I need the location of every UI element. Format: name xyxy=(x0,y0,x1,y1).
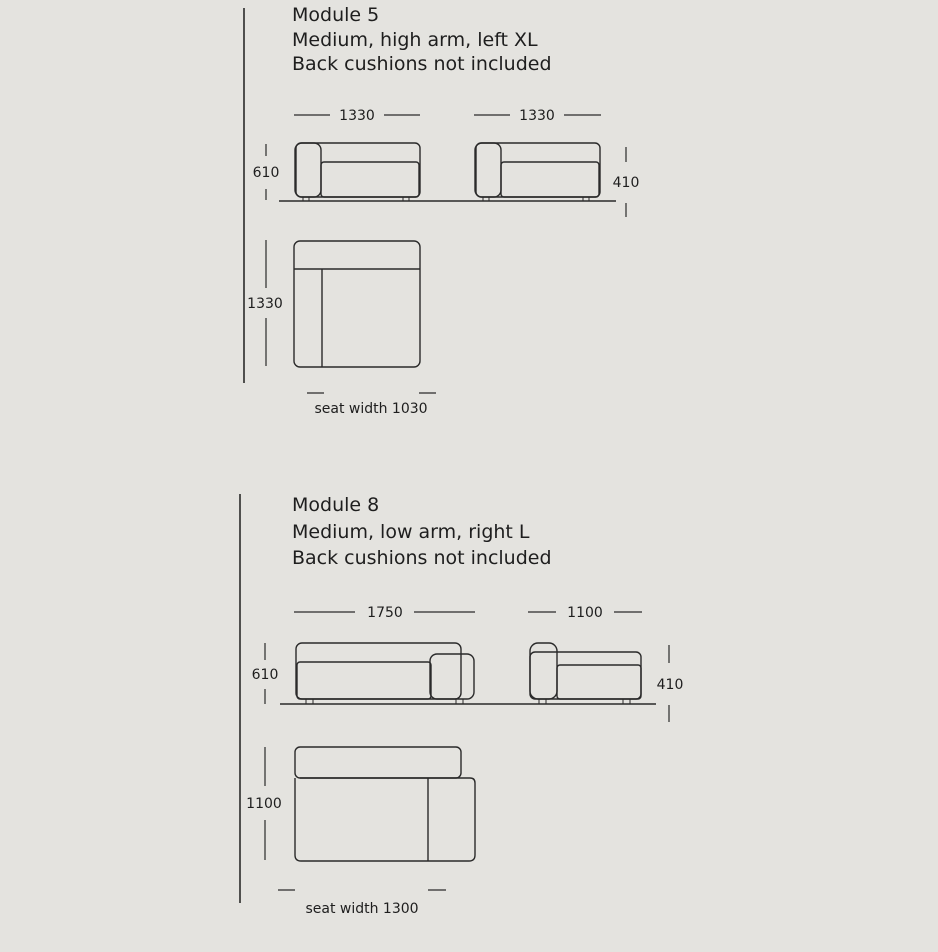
module5-seat-height-label: 410 xyxy=(612,175,640,191)
module5-side-width-label: 1330 xyxy=(519,108,555,124)
module8-subtitle: Medium, low arm, right L xyxy=(292,520,530,543)
module8-title: Module 8 xyxy=(292,494,380,516)
module5-height-label: 610 xyxy=(252,165,280,181)
module8-side-view xyxy=(530,643,641,704)
module8-side-width-label: 1100 xyxy=(567,605,603,621)
module5-depth-label: 1330 xyxy=(247,296,283,312)
module5-note: Back cushions not included xyxy=(292,53,552,75)
module8-plan-view xyxy=(295,747,475,861)
module8-note: Back cushions not included xyxy=(292,547,552,569)
module5-title: Module 5 xyxy=(292,4,380,26)
module8-seat-width-label: seat width 1300 xyxy=(305,901,419,917)
module5-front-width-label: 1330 xyxy=(339,108,375,124)
module8-front-view xyxy=(296,643,474,704)
module8-height-label: 610 xyxy=(251,667,279,683)
module5-subtitle: Medium, high arm, left XL xyxy=(292,28,538,51)
module8-front-width-label: 1750 xyxy=(367,605,403,621)
module5-seat-width-label: seat width 1030 xyxy=(314,401,428,417)
module8-depth-label: 1100 xyxy=(246,796,282,812)
module8-seat-height-label: 410 xyxy=(656,677,684,693)
